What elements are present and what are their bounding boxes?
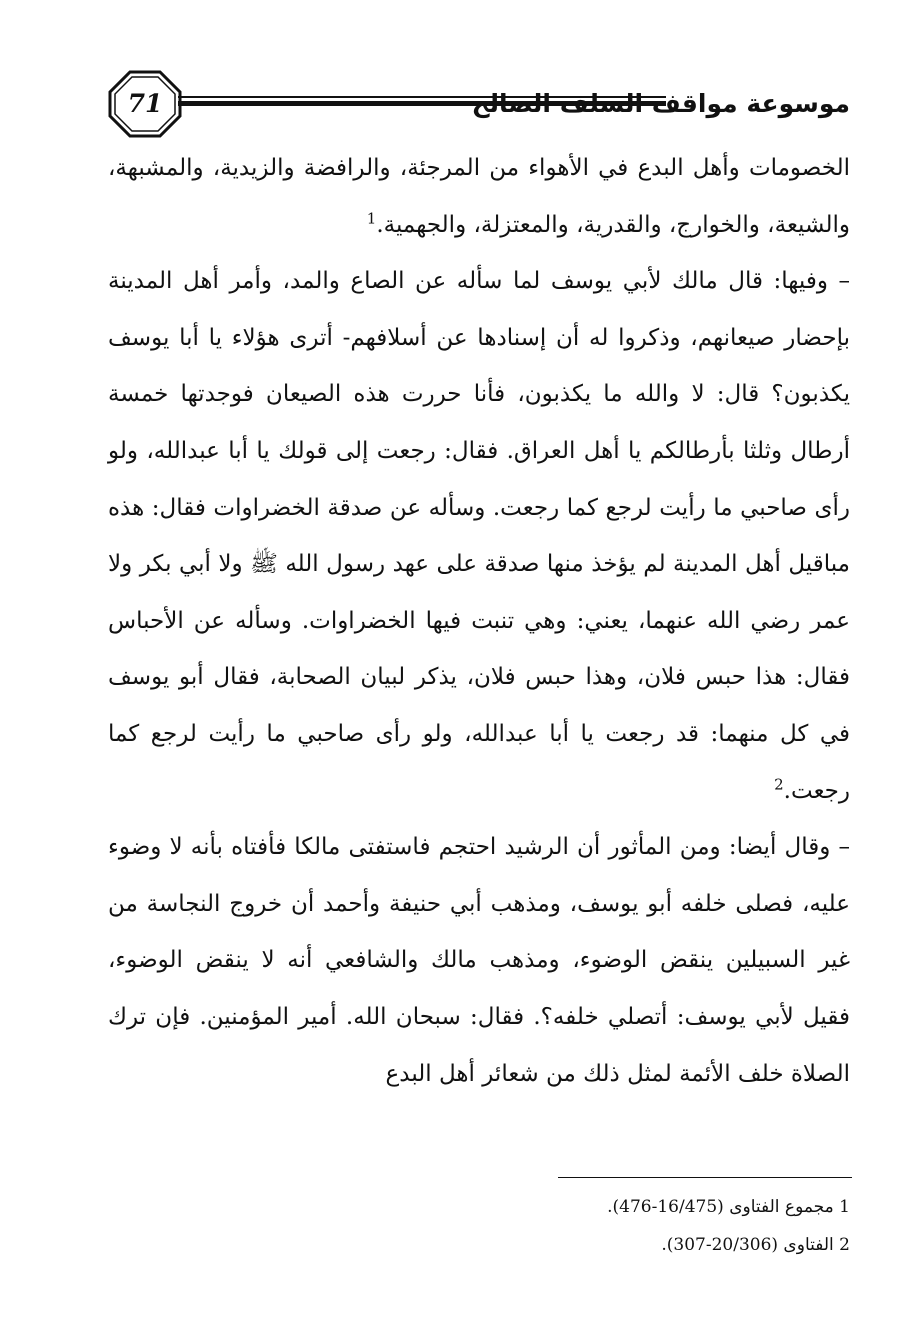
footnote-mark-2: 2 (774, 774, 784, 793)
paragraph-2: – وفيها: قال مالك لأبي يوسف لما سأله عن الصاع والمد، وأمر أهل المدينة بإحضار صيعانهم، وذكروا له أن إسنادها عن أسلافهم- أترى هؤلاء يا أبا يوسف يكذبون؟ قال: لا والله ما يكذبون، فأنا حررت هذه الصيعان فوجدتها خمسة أرطال وثلثا بأرطالكم يا أهل العراق. فقال: رجعت إلى قولك يا أبا عبدالله، ولو رأى صاحبي ما رأيت لرجع كما رجعت. وسأله عن صدقة الخضراوات فقال: هذه مباقيل أهل المدينة لم يؤخذ منها صدقة على عهد رسول الله ﷺ ولا أبي بكر ولا عمر رضي الله عنهما، يعني: وهي تنبت فيها الخضراوات. وسأله عن الأحباس فقال: هذا حبس فلان، وهذا حبس فلان، يذكر لبيان الصحابة، فقال أبو يوسف في كل منهما: قد رجعت يا أبا عبدالله، ولو رأى صاحبي ما رأيت لرجع كما رجعت.$^2$ (108, 268, 850, 804)
paragraph-1: الخصومات وأهل البدع في الأهواء من المرجئة، والرافضة والزيدية، والمشبهة، والشيعة، والخوارج، والقدرية، والمعتزلة، والجهمية.$^1$ (108, 155, 850, 238)
footnote-mark-1: 1 (366, 208, 377, 227)
footnote-2: 2 الفتاوى (20/306-307). (661, 1235, 850, 1255)
page-number: 71 (127, 89, 163, 118)
main-text (108, 140, 850, 1102)
page-number-badge (108, 70, 182, 138)
paragraph-3: – وقال أيضا: ومن المأثور أن الرشيد احتجم فاستفتى مالكا فأفتاه بأنه لا وضوء عليه، فصلى خلفه أبو يوسف، ومذهب أبي حنيفة وأحمد أن خروج النجاسة من غير السبيلين ينقض الوضوء، ومذهب مالك والشافعي أنه لا ينقض الوضوء، فقيل لأبي يوسف: أتصلي خلفه؟. فقال: سبحان الله. أمير المؤمنين. فإن ترك الصلاة خلف الأئمة لمثل ذلك من شعائر أهل البدع (108, 834, 850, 1087)
book-title: موسوعة مواقف السلف الصالح (471, 89, 850, 118)
footnotes (108, 1188, 850, 1264)
footnote-1: 1 مجموع الفتاوى (16/475-476). (607, 1197, 850, 1217)
page-header (108, 70, 850, 140)
footnote-divider (558, 1177, 852, 1178)
